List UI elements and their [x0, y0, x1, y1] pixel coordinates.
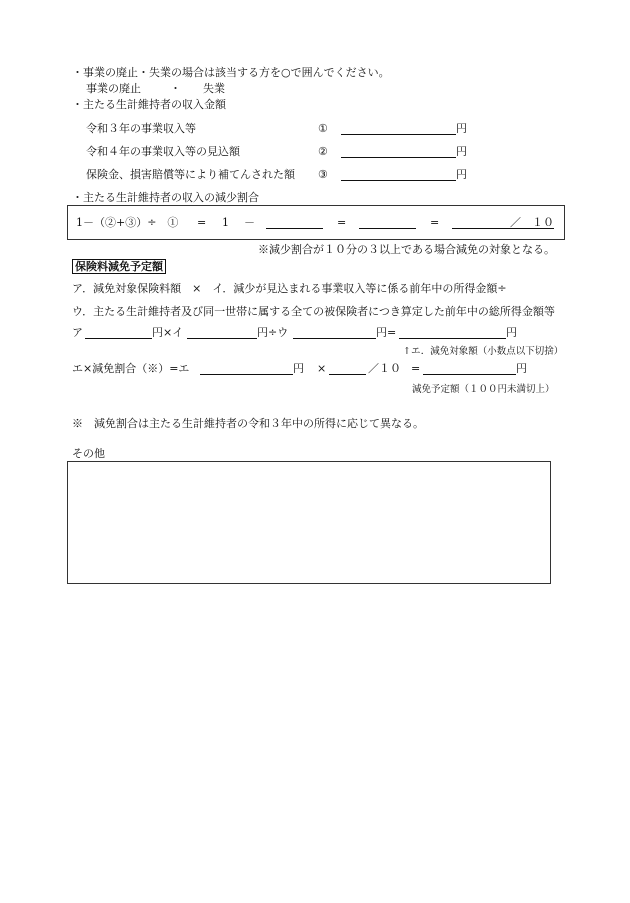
closure-separator: ・	[170, 82, 181, 95]
income-row-1-label: 令和３年の事業収入等	[86, 122, 196, 135]
footnote: ※ 減免割合は主たる生計維持者の令和３年中の所得に応じて異なる。	[72, 417, 424, 430]
income-row-2-label: 令和４年の事業収入等の見込額	[86, 145, 240, 158]
calc2-field-ratio[interactable]	[329, 374, 366, 375]
reduction-note: ※減少割合が１０分の３以上である場合減免の対象となる。	[258, 243, 555, 256]
reduction-eq-1: =	[197, 216, 207, 229]
annotation-planned-amount: 減免予定額（１００円未満切上）	[412, 384, 555, 395]
calc2-times: ×	[317, 362, 327, 375]
calc1-a-label: ア	[72, 326, 83, 339]
closure-option-unemployment[interactable]: 失業	[203, 82, 225, 95]
reduction-one: 1	[222, 216, 229, 229]
income-row-2-unit: 円	[456, 145, 467, 158]
calc1-yen: 円	[506, 326, 517, 339]
calc1-field-i[interactable]	[187, 338, 257, 339]
calc1-yen-times-i: 円×イ	[152, 326, 184, 339]
income-row-3-field[interactable]	[341, 180, 456, 181]
other-textbox[interactable]	[67, 461, 551, 584]
calc1-field-u[interactable]	[293, 338, 376, 339]
calc1-field-result[interactable]	[399, 338, 506, 339]
closure-instruction: ・事業の廃止・失業の場合は該当する方を○で囲んでください。	[72, 66, 390, 79]
calc1-yen-div-u: 円÷ウ	[257, 326, 289, 339]
income-row-3-marker: ③	[318, 168, 328, 181]
reduction-formula-lhs: 1－（②+③）÷ ①	[76, 216, 179, 229]
calc2-lhs: エ×減免割合（※）=エ	[72, 362, 190, 375]
calc1-field-a[interactable]	[85, 338, 152, 339]
income-heading: ・主たる生計維持者の収入金額	[72, 98, 226, 111]
reduction-heading: ・主たる生計維持者の収入の減少割合	[72, 191, 259, 204]
reduction-field-1[interactable]	[266, 228, 323, 229]
annotation-target-amount: ↑エ．減免対象額（小数点以下切捨）	[403, 346, 564, 357]
planned-title: 保険料減免予定額	[72, 259, 166, 274]
calc2-field-e[interactable]	[200, 374, 293, 375]
reduction-slash-ten: ／ １０	[510, 216, 554, 229]
calc2-yen2: 円	[516, 362, 527, 375]
calc2-yen: 円	[293, 362, 304, 375]
calc1-yen-eq: 円=	[376, 326, 397, 339]
planned-line-u: ウ．主たる生計維持者及び同一世帯に属する全ての被保険者につき算定した前年中の総所得金額等	[72, 305, 555, 318]
calc2-field-result[interactable]	[423, 374, 516, 375]
income-row-2-field[interactable]	[341, 157, 456, 158]
income-row-3-unit: 円	[456, 168, 467, 181]
calc2-over-ten: ／１０	[368, 362, 401, 375]
reduction-field-2[interactable]	[359, 228, 416, 229]
reduction-eq-3: =	[430, 216, 440, 229]
income-row-1-unit: 円	[456, 122, 467, 135]
planned-line-a: ア．減免対象保険料額 × イ．減少が見込まれる事業収入等に係る前年中の所得金額÷	[72, 282, 507, 295]
reduction-minus: －	[244, 216, 255, 229]
calc2-eq: =	[411, 362, 421, 375]
reduction-eq-2: =	[337, 216, 347, 229]
income-row-3-label: 保険金、損害賠償等により補てんされた額	[86, 168, 295, 181]
other-label: その他	[72, 447, 105, 460]
income-row-1-field[interactable]	[341, 134, 456, 135]
income-row-2-marker: ②	[318, 145, 328, 158]
closure-option-business[interactable]: 事業の廃止	[86, 82, 141, 95]
income-row-1-marker: ①	[318, 122, 328, 135]
